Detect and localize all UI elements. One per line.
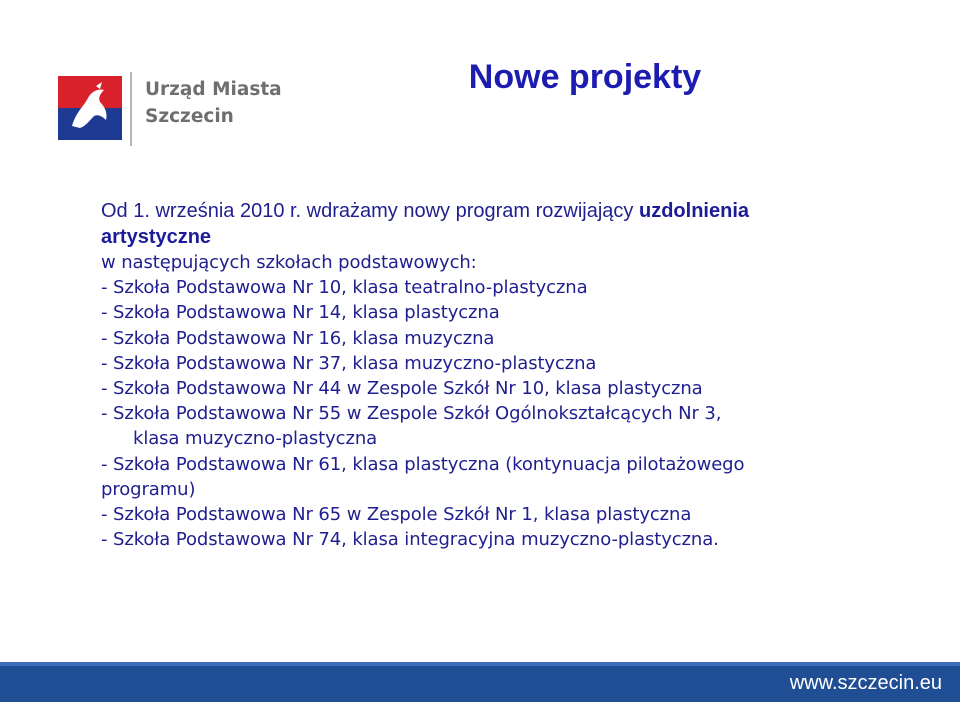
logo-divider [130,72,132,146]
intro-text: Od 1. września 2010 r. wdrażamy nowy program rozwijający [101,200,634,222]
school-line: - Szkoła Podstawowa Nr 44 w Zespole Szkół Nr 10, klasa plastyczna [101,378,703,400]
school-line: - Szkoła Podstawowa Nr 14, klasa plastyczna [101,302,500,324]
school-line: klasa muzyczno-plastyczna [133,428,378,450]
footer-url: www.szczecin.eu [789,672,942,694]
griffin-emblem-icon [58,76,122,140]
logo-text [145,76,282,130]
school-line: - Szkoła Podstawowa Nr 10, klasa teatralno-plastyczna [101,277,588,299]
page-title: Nowe projekty [468,58,702,96]
content [101,199,841,552]
logo-line-1: Urząd Miasta [145,79,282,100]
logo-line-2: Szczecin [145,106,234,127]
intro-line-2: w następujących szkołach podstawowych: [101,252,477,273]
school-line: - Szkoła Podstawowa Nr 37, klasa muzyczno-plastyczna [101,352,597,374]
intro-bold: uzdolnienia artystyczne [101,200,749,248]
school-line: - Szkoła Podstawowa Nr 61, klasa plastyczna (kontynuacja pilotażowego [101,453,745,475]
school-line: programu) [101,478,196,500]
school-line: - Szkoła Podstawowa Nr 74, klasa integracyjna muzyczno-plastyczna. [101,529,719,551]
school-line: - Szkoła Podstawowa Nr 65 w Zespole Szkół Nr 1, klasa plastyczna [101,504,692,526]
school-line: - Szkoła Podstawowa Nr 55 w Zespole Szkół Ogólnokształcących Nr 3, [101,403,722,425]
intro [101,199,841,250]
school-line: - Szkoła Podstawowa Nr 16, klasa muzyczna [101,327,495,349]
